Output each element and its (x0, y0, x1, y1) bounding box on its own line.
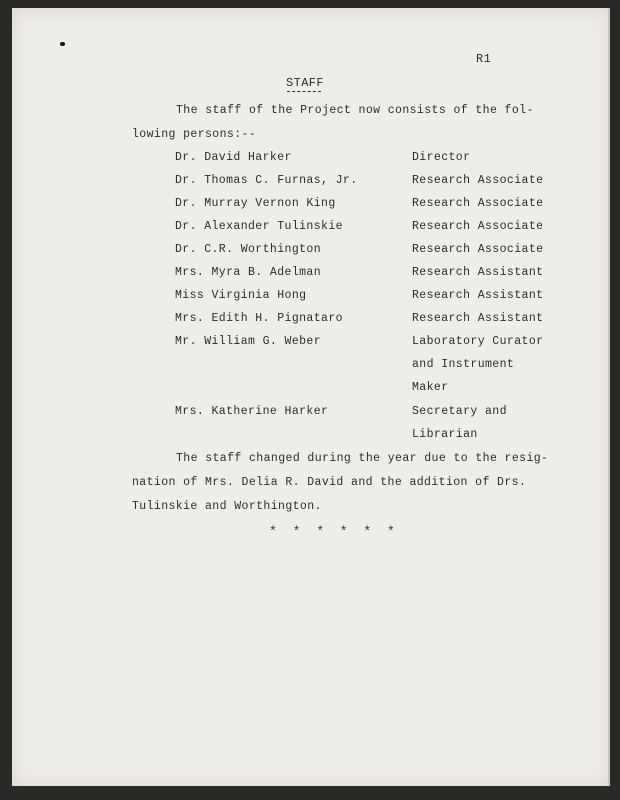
closing-line-1: The staff changed during the year due to the resig- (176, 452, 549, 465)
page-number: R1 (476, 52, 492, 66)
paper-edge (608, 8, 610, 786)
intro-line-2: lowing persons:-- (132, 128, 257, 141)
staff-role: Research Associate (412, 243, 544, 256)
section-separator: * * * * * * (269, 524, 399, 539)
staff-role: Research Assistant (412, 289, 544, 302)
staff-name: Dr. Thomas C. Furnas, Jr. (175, 174, 358, 187)
staff-name: Mrs. Edith H. Pignataro (175, 312, 343, 325)
closing-line-3: Tulinskie and Worthington. (132, 500, 322, 513)
staff-name: Mrs. Katherine Harker (175, 405, 329, 418)
staff-role: Research Assistant (412, 266, 544, 279)
staff-name: Dr. Murray Vernon King (175, 197, 336, 210)
staff-role: Research Associate (412, 197, 544, 210)
staff-role-continued: Maker (412, 381, 449, 394)
staff-role: Director (412, 151, 471, 164)
staff-name: Dr. David Harker (175, 151, 292, 164)
staff-role-continued: Librarian (412, 428, 478, 441)
title-underline (287, 91, 321, 92)
staff-role: Research Assistant (412, 312, 544, 325)
ink-dot-mark (60, 42, 65, 46)
staff-role: Secretary and (412, 405, 507, 418)
intro-line-1: The staff of the Project now consists of the fol- (176, 104, 534, 117)
staff-role-continued: and Instrument (412, 358, 515, 371)
staff-role: Laboratory Curator (412, 335, 544, 348)
staff-name: Mrs. Myra B. Adelman (175, 266, 322, 279)
staff-name: Dr. Alexander Tulinskie (175, 220, 343, 233)
staff-role: Research Associate (412, 174, 544, 187)
page-title: STAFF (286, 76, 325, 90)
staff-name: Dr. C.R. Worthington (175, 243, 322, 256)
staff-name: Mr. William G. Weber (175, 335, 322, 348)
document-page (12, 8, 610, 786)
closing-line-2: nation of Mrs. Delia R. David and the addition of Drs. (132, 476, 527, 489)
staff-role: Research Associate (412, 220, 544, 233)
staff-name: Miss Virginia Hong (175, 289, 307, 302)
